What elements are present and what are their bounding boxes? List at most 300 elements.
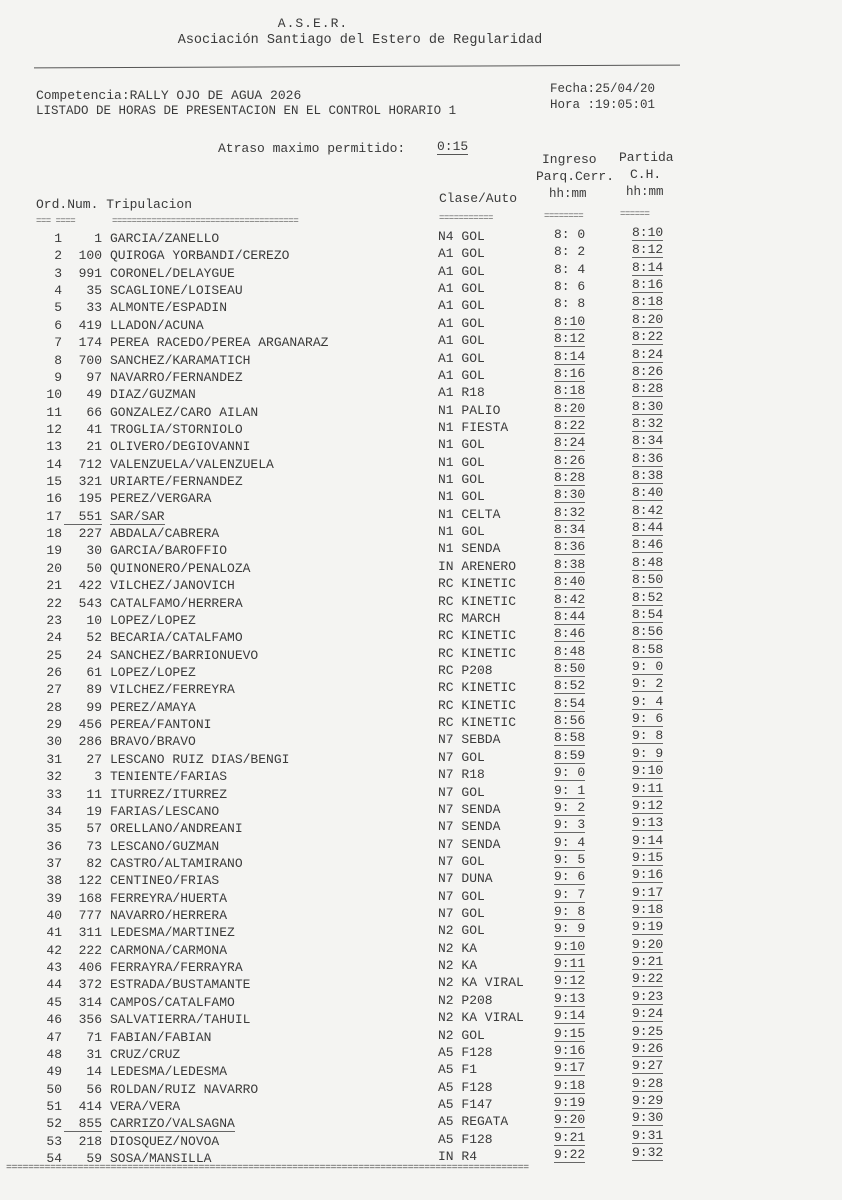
row-tripulacion: FERRAYRA/FERRAYRA bbox=[110, 960, 243, 976]
row-clase-auto: N2 KA bbox=[438, 958, 478, 974]
row-num: 30 bbox=[86, 543, 102, 559]
row-ord: 44 bbox=[46, 977, 62, 993]
row-ord: 5 bbox=[54, 300, 62, 316]
table-row bbox=[0, 936, 842, 961]
row-ingreso: 8:50 bbox=[554, 661, 586, 676]
row-clase-auto: A1 R18 bbox=[438, 385, 485, 401]
row-partida: 9:26 bbox=[632, 1040, 664, 1056]
row-partida: 9:14 bbox=[632, 832, 664, 848]
row-ingreso: 8:34 bbox=[554, 522, 586, 538]
row-ingreso: 8:30 bbox=[554, 487, 586, 503]
row-ord: 48 bbox=[46, 1046, 62, 1062]
table-row bbox=[0, 849, 842, 874]
row-num: 551 bbox=[64, 509, 102, 525]
row-tripulacion: GARCIA/ZANELLO bbox=[110, 231, 220, 246]
row-ingreso: 9:22 bbox=[554, 1147, 586, 1163]
row-num: 99 bbox=[86, 699, 102, 715]
row-tripulacion: SAR/SAR bbox=[110, 508, 165, 524]
table-row bbox=[0, 242, 842, 265]
row-ingreso: 9:19 bbox=[554, 1095, 586, 1110]
table-row bbox=[0, 1040, 842, 1065]
row-ord: 50 bbox=[46, 1081, 62, 1097]
row-tripulacion: LESCANO RUIZ DIAS/BENGI bbox=[110, 751, 290, 767]
row-num: 356 bbox=[78, 1012, 102, 1028]
row-tripulacion: LOPEZ/LOPEZ bbox=[110, 665, 196, 680]
row-ord: 30 bbox=[46, 734, 62, 750]
row-ingreso: 9: 4 bbox=[554, 834, 586, 850]
row-ord: 31 bbox=[46, 751, 62, 767]
row-num: 414 bbox=[78, 1099, 102, 1114]
row-num: 14 bbox=[86, 1064, 102, 1080]
table-row bbox=[0, 832, 842, 856]
row-partida: 9:24 bbox=[632, 1006, 664, 1022]
row-tripulacion: SANCHEZ/KARAMATICH bbox=[110, 352, 251, 368]
row-clase-auto: A5 F147 bbox=[438, 1097, 493, 1112]
row-partida: 8:30 bbox=[632, 398, 664, 414]
row-ingreso: 8:16 bbox=[554, 365, 586, 381]
row-ingreso: 9: 5 bbox=[554, 851, 586, 867]
row-ord: 8 bbox=[54, 352, 62, 368]
table-row bbox=[0, 433, 842, 457]
row-ord: 33 bbox=[46, 786, 62, 802]
row-num: 422 bbox=[78, 578, 102, 594]
row-partida: 9:27 bbox=[632, 1058, 664, 1074]
col-header-clase-auto: Clase/Auto bbox=[439, 191, 518, 206]
row-tripulacion: LEDESMA/LEDESMA bbox=[110, 1064, 228, 1080]
row-num: 57 bbox=[86, 821, 102, 837]
row-ingreso: 8: 4 bbox=[554, 261, 586, 277]
row-num: 56 bbox=[86, 1081, 102, 1097]
row-clase-auto: N7 GOL bbox=[438, 888, 485, 904]
col-header-ch: C.H. bbox=[630, 167, 662, 182]
row-num: 314 bbox=[78, 994, 102, 1010]
row-num: 49 bbox=[86, 387, 102, 403]
row-ord: 18 bbox=[46, 526, 62, 542]
row-tripulacion: CORONEL/DELAYGUE bbox=[110, 265, 235, 281]
table-row bbox=[0, 468, 842, 491]
row-ord: 36 bbox=[46, 838, 62, 854]
row-tripulacion: PEREA/FANTONI bbox=[110, 717, 212, 733]
row-ord: 45 bbox=[46, 994, 62, 1010]
row-partida: 8:42 bbox=[632, 502, 664, 518]
row-partida: 9:10 bbox=[632, 763, 664, 779]
table-row bbox=[0, 363, 842, 387]
row-partida: 9: 4 bbox=[632, 693, 664, 709]
row-ingreso: 9:11 bbox=[554, 956, 586, 972]
row-ord: 26 bbox=[46, 665, 62, 680]
row-clase-auto: N7 SENDA bbox=[438, 801, 501, 817]
row-clase-auto: N7 SEBDA bbox=[438, 732, 501, 748]
table-row bbox=[0, 1110, 842, 1134]
row-ingreso: 9: 3 bbox=[554, 817, 586, 833]
row-ord: 28 bbox=[46, 699, 62, 715]
row-ord: 53 bbox=[46, 1133, 62, 1149]
row-ingreso: 9: 7 bbox=[554, 886, 586, 902]
row-clase-auto: RC KINETIC bbox=[438, 576, 517, 592]
row-tripulacion: PEREA RACEDO/PEREA ARGANARAZ bbox=[110, 335, 329, 351]
row-ingreso: 8:28 bbox=[554, 470, 586, 486]
row-clase-auto: IN R4 bbox=[438, 1149, 478, 1165]
row-tripulacion: LLADON/ACUNA bbox=[110, 317, 204, 333]
row-ingreso: 9: 9 bbox=[554, 921, 586, 937]
row-num: 73 bbox=[86, 838, 102, 854]
row-num: 89 bbox=[86, 682, 102, 698]
row-partida: 9: 9 bbox=[632, 745, 664, 761]
row-clase-auto: N1 FIESTA bbox=[438, 419, 509, 435]
row-tripulacion: PEREZ/AMAYA bbox=[110, 699, 196, 715]
row-clase-auto: RC KINETIC bbox=[438, 593, 517, 609]
row-ord: 37 bbox=[46, 855, 62, 871]
row-ord: 16 bbox=[46, 491, 62, 507]
row-partida: 8:34 bbox=[632, 433, 664, 449]
header-rule bbox=[34, 65, 680, 69]
row-partida: 9: 6 bbox=[632, 711, 664, 727]
row-ord: 6 bbox=[54, 317, 62, 333]
table-row bbox=[0, 398, 842, 422]
row-num: 3 bbox=[94, 769, 102, 785]
row-ord: 2 bbox=[54, 248, 62, 264]
table-row bbox=[0, 763, 842, 787]
row-partida: 9:30 bbox=[632, 1110, 664, 1126]
row-tripulacion: GARCIA/BAROFFIO bbox=[110, 543, 228, 559]
row-ingreso: 8:56 bbox=[554, 713, 586, 729]
table-row bbox=[0, 589, 842, 613]
row-tripulacion: ROLDAN/RUIZ NAVARRO bbox=[110, 1081, 259, 1097]
row-num: 21 bbox=[86, 439, 102, 455]
table-row bbox=[0, 329, 842, 352]
row-partida: 8:12 bbox=[632, 242, 664, 258]
listing-title: LISTADO DE HORAS DE PRESENTACION EN EL CONTROL HORARIO 1 bbox=[36, 104, 457, 118]
row-tripulacion: FERREYRA/HUERTA bbox=[110, 890, 228, 906]
table-row bbox=[0, 1023, 842, 1047]
row-clase-auto: A1 GOL bbox=[438, 281, 485, 297]
row-num: 52 bbox=[86, 630, 102, 646]
row-tripulacion: CRUZ/CRUZ bbox=[110, 1046, 181, 1062]
row-num: 855 bbox=[64, 1116, 102, 1132]
row-tripulacion: DIAZ/GUZMAN bbox=[110, 387, 196, 403]
row-partida: 8:14 bbox=[632, 259, 664, 275]
row-tripulacion: FABIAN/FABIAN bbox=[110, 1029, 212, 1045]
row-ingreso: 8: 2 bbox=[554, 244, 586, 260]
table-row bbox=[0, 259, 842, 283]
row-tripulacion: ORELLANO/ANDREANI bbox=[110, 821, 243, 837]
row-partida: 9:19 bbox=[632, 919, 664, 935]
row-clase-auto: N7 GOL bbox=[438, 784, 485, 800]
row-ingreso: 9: 1 bbox=[554, 782, 586, 798]
row-num: 61 bbox=[86, 665, 102, 680]
row-clase-auto: N1 GOL bbox=[438, 524, 485, 540]
row-num: 71 bbox=[86, 1029, 102, 1045]
row-clase-auto: RC KINETIC bbox=[438, 628, 517, 644]
col-header-hhmm-partida: hh:mm bbox=[626, 185, 664, 199]
org-short-title: A.S.E.R. bbox=[277, 16, 349, 31]
row-num: 41 bbox=[86, 421, 102, 437]
dash-partida: ====== bbox=[620, 209, 650, 219]
table-row bbox=[0, 884, 842, 908]
row-partida: 8:28 bbox=[632, 381, 664, 397]
row-tripulacion: VALENZUELA/VALENZUELA bbox=[110, 456, 274, 472]
row-ord: 42 bbox=[46, 942, 62, 958]
row-ingreso: 8:36 bbox=[554, 539, 586, 555]
row-partida: 9:15 bbox=[632, 849, 664, 865]
row-tripulacion: ALMONTE/ESPADIN bbox=[110, 300, 228, 316]
table-row bbox=[0, 1093, 842, 1117]
row-clase-auto: A1 GOL bbox=[438, 298, 485, 314]
table-row bbox=[0, 711, 842, 735]
row-tripulacion: LOPEZ/LOPEZ bbox=[110, 612, 196, 628]
row-ingreso: 9: 2 bbox=[554, 799, 586, 815]
row-ingreso: 9:16 bbox=[554, 1042, 586, 1058]
row-ord: 49 bbox=[46, 1064, 62, 1080]
row-partida: 8:10 bbox=[632, 225, 664, 240]
table-row bbox=[0, 815, 842, 839]
row-ord: 20 bbox=[46, 560, 62, 576]
table-row bbox=[0, 450, 842, 474]
row-partida: 9:28 bbox=[632, 1075, 664, 1091]
row-partida: 8:48 bbox=[632, 554, 664, 570]
row-ingreso: 8: 8 bbox=[554, 296, 586, 312]
row-num: 227 bbox=[78, 526, 102, 542]
row-tripulacion: BECARIA/CATALFAMO bbox=[110, 630, 243, 646]
row-tripulacion: SALVATIERRA/TAHUIL bbox=[110, 1012, 251, 1028]
row-ord: 47 bbox=[46, 1029, 62, 1045]
row-ingreso: 9:14 bbox=[554, 1008, 586, 1024]
row-ord: 19 bbox=[46, 543, 62, 559]
row-partida: 8:46 bbox=[632, 537, 664, 553]
row-clase-auto: RC KINETIC bbox=[438, 645, 517, 661]
row-ingreso: 9:17 bbox=[554, 1060, 586, 1076]
row-clase-auto: A1 GOL bbox=[438, 333, 485, 349]
row-tripulacion: SOSA/MANSILLA bbox=[110, 1151, 212, 1167]
table-row bbox=[0, 659, 842, 683]
row-ingreso: 8: 0 bbox=[554, 227, 586, 242]
row-tripulacion: SCAGLIONE/LOISEAU bbox=[110, 283, 243, 299]
col-header-ingreso: Ingreso bbox=[542, 152, 597, 167]
row-ingreso: 8:24 bbox=[554, 435, 586, 451]
row-clase-auto: N2 KA VIRAL bbox=[438, 1010, 524, 1026]
row-ord: 15 bbox=[46, 474, 62, 490]
row-partida: 9:12 bbox=[632, 797, 664, 813]
row-clase-auto: N1 GOL bbox=[438, 489, 485, 505]
row-ingreso: 9:10 bbox=[554, 938, 586, 954]
table-row bbox=[0, 728, 842, 752]
table-row bbox=[0, 294, 842, 318]
row-ord: 40 bbox=[46, 908, 62, 924]
row-clase-auto: N7 GOL bbox=[438, 853, 485, 869]
row-num: 700 bbox=[78, 352, 102, 368]
row-num: 24 bbox=[86, 647, 102, 663]
row-tripulacion: CARMONA/CARMONA bbox=[110, 942, 228, 958]
row-clase-auto: N2 P208 bbox=[438, 992, 493, 1008]
table-row bbox=[0, 954, 842, 978]
row-clase-auto: RC KINETIC bbox=[438, 697, 517, 713]
row-clase-auto: N4 GOL bbox=[438, 229, 485, 244]
row-clase-auto: A1 GOL bbox=[438, 315, 485, 331]
table-row bbox=[0, 780, 842, 804]
row-clase-auto: N1 SENDA bbox=[438, 541, 501, 557]
row-clase-auto: RC MARCH bbox=[438, 610, 501, 626]
row-ord: 35 bbox=[46, 821, 62, 837]
row-clase-auto: RC KINETIC bbox=[438, 680, 517, 696]
row-ingreso: 9:15 bbox=[554, 1025, 586, 1041]
row-ord: 39 bbox=[46, 890, 62, 906]
row-tripulacion: VILCHEZ/JANOVICH bbox=[110, 578, 235, 594]
table-row bbox=[0, 1058, 842, 1082]
row-ord: 10 bbox=[46, 387, 62, 403]
row-num: 406 bbox=[78, 960, 102, 976]
table-row bbox=[0, 971, 842, 995]
row-ord: 7 bbox=[54, 335, 62, 351]
row-ingreso: 8:59 bbox=[554, 747, 586, 763]
row-ingreso: 9:20 bbox=[554, 1112, 586, 1128]
row-ingreso: 8:46 bbox=[554, 626, 586, 642]
row-clase-auto: N2 GOL bbox=[438, 1027, 485, 1043]
row-ingreso: 8:48 bbox=[554, 643, 586, 659]
row-partida: 8:58 bbox=[632, 641, 664, 657]
row-num: 419 bbox=[78, 317, 102, 333]
max-delay-label: Atraso maximo permitido: bbox=[218, 141, 406, 156]
row-partida: 8:20 bbox=[632, 311, 664, 327]
table-row bbox=[0, 415, 842, 439]
row-ord: 46 bbox=[46, 1012, 62, 1028]
row-num: 97 bbox=[86, 369, 102, 385]
row-clase-auto: N7 GOL bbox=[438, 749, 485, 765]
row-num: 311 bbox=[78, 925, 102, 941]
table-row bbox=[0, 485, 842, 509]
row-ord: 11 bbox=[46, 404, 62, 420]
row-partida: 8:36 bbox=[632, 450, 664, 466]
row-ingreso: 9:21 bbox=[554, 1129, 586, 1145]
time-label: Hora :19:05:01 bbox=[550, 98, 656, 112]
row-tripulacion: ABDALA/CABRERA bbox=[110, 526, 220, 542]
row-clase-auto: A5 F1 bbox=[438, 1062, 478, 1078]
row-ord: 22 bbox=[46, 595, 62, 611]
row-tripulacion: TENIENTE/FARIAS bbox=[110, 769, 228, 785]
row-partida: 9:31 bbox=[632, 1127, 664, 1143]
row-ingreso: 8: 6 bbox=[554, 279, 586, 295]
row-partida: 8:26 bbox=[632, 363, 664, 379]
table-row bbox=[0, 1075, 842, 1100]
row-ord: 54 bbox=[46, 1151, 62, 1167]
row-tripulacion: FARIAS/LESCANO bbox=[110, 803, 220, 819]
row-ord: 27 bbox=[46, 682, 62, 698]
table-row bbox=[0, 693, 842, 717]
row-ord: 34 bbox=[46, 803, 62, 819]
row-ingreso: 8:12 bbox=[554, 331, 586, 347]
row-ingreso: 9: 8 bbox=[554, 904, 586, 920]
row-clase-auto: RC KINETIC bbox=[438, 715, 517, 731]
table-row bbox=[0, 572, 842, 596]
row-partida: 9:11 bbox=[632, 780, 664, 796]
row-num: 35 bbox=[86, 283, 102, 299]
row-num: 372 bbox=[78, 977, 102, 993]
table-row bbox=[0, 554, 842, 578]
row-ingreso: 8:38 bbox=[554, 556, 586, 572]
col-header-hhmm-ingreso: hh:mm bbox=[549, 187, 587, 201]
row-ingreso: 8:14 bbox=[554, 348, 586, 364]
row-num: 991 bbox=[78, 265, 102, 281]
col-header-parq: Parq.Cerr. bbox=[536, 169, 615, 184]
row-partida: 8:18 bbox=[632, 294, 664, 310]
row-partida: 9:23 bbox=[632, 988, 664, 1004]
row-clase-auto: N1 CELTA bbox=[438, 506, 501, 522]
row-ingreso: 8:18 bbox=[554, 383, 586, 399]
table-row bbox=[0, 1006, 842, 1030]
row-partida: 9:17 bbox=[632, 884, 664, 900]
row-clase-auto: A5 F128 bbox=[438, 1044, 493, 1060]
col-header-partida: Partida bbox=[619, 150, 674, 165]
row-ord: 21 bbox=[46, 578, 62, 594]
row-partida: 9:32 bbox=[632, 1145, 664, 1161]
row-tripulacion: PEREZ/VERGARA bbox=[110, 491, 212, 507]
table-row bbox=[0, 919, 842, 943]
row-tripulacion: QUINONERO/PENALOZA bbox=[110, 560, 251, 576]
row-clase-auto: N2 KA VIRAL bbox=[438, 975, 524, 991]
row-tripulacion: TROGLIA/STORNIOLO bbox=[110, 421, 243, 437]
row-tripulacion: URIARTE/FERNANDEZ bbox=[110, 474, 243, 490]
row-clase-auto: N2 GOL bbox=[438, 923, 485, 939]
row-ord: 14 bbox=[46, 456, 62, 472]
row-ingreso: 9:18 bbox=[554, 1077, 586, 1093]
table-row bbox=[0, 277, 842, 300]
row-tripulacion: GONZALEZ/CARO AILAN bbox=[110, 404, 259, 420]
row-ingreso: 9:13 bbox=[554, 990, 586, 1006]
row-num: 59 bbox=[86, 1151, 102, 1167]
row-tripulacion: CASTRO/ALTAMIRANO bbox=[110, 855, 243, 871]
table-row bbox=[0, 520, 842, 543]
col-header-ord-num-trip: Ord.Num. Tripulacion bbox=[36, 197, 193, 212]
row-clase-auto: N7 DUNA bbox=[438, 871, 493, 887]
row-partida: 8:16 bbox=[632, 277, 664, 293]
max-delay-value: 0:15 bbox=[437, 139, 469, 154]
row-ingreso: 8:10 bbox=[554, 313, 586, 329]
dash-tripulacion: ====================================== bbox=[112, 216, 299, 226]
row-tripulacion: BRAVO/BRAVO bbox=[110, 734, 196, 750]
row-ord: 4 bbox=[54, 283, 62, 299]
row-num: 456 bbox=[78, 717, 102, 733]
row-partida: 8:56 bbox=[632, 624, 664, 640]
row-ingreso: 8:58 bbox=[554, 730, 586, 746]
row-num: 33 bbox=[86, 300, 102, 316]
row-tripulacion: VERA/VERA bbox=[110, 1099, 181, 1114]
row-num: 82 bbox=[86, 855, 102, 871]
row-partida: 9:20 bbox=[632, 936, 664, 952]
row-tripulacion: QUIROGA YORBANDI/CEREZO bbox=[110, 248, 290, 264]
row-ingreso: 8:42 bbox=[554, 591, 586, 607]
row-partida: 8:54 bbox=[632, 606, 664, 622]
table-row bbox=[0, 988, 842, 1013]
row-partida: 9:29 bbox=[632, 1093, 664, 1108]
row-ingreso: 8:52 bbox=[554, 678, 586, 694]
row-tripulacion: CAMPOS/CATALFAMO bbox=[110, 994, 235, 1010]
table-row bbox=[0, 502, 842, 526]
table-row bbox=[0, 381, 842, 404]
row-ingreso: 8:54 bbox=[554, 695, 586, 711]
row-tripulacion: NAVARRO/HERRERA bbox=[110, 908, 228, 924]
row-clase-auto: A1 GOL bbox=[438, 367, 485, 383]
row-partida: 9:25 bbox=[632, 1023, 664, 1039]
row-tripulacion: CENTINEO/FRIAS bbox=[110, 873, 220, 889]
table-row bbox=[0, 797, 842, 822]
row-ingreso: 8:26 bbox=[554, 452, 586, 468]
row-partida: 8:52 bbox=[632, 589, 664, 605]
row-ord: 43 bbox=[46, 960, 62, 976]
row-clase-auto: N7 SENDA bbox=[438, 836, 501, 852]
row-tripulacion: VILCHEZ/FERREYRA bbox=[110, 682, 235, 698]
row-ord: 51 bbox=[46, 1099, 62, 1114]
row-tripulacion: ITURREZ/ITURREZ bbox=[110, 786, 228, 802]
row-num: 777 bbox=[78, 908, 102, 924]
